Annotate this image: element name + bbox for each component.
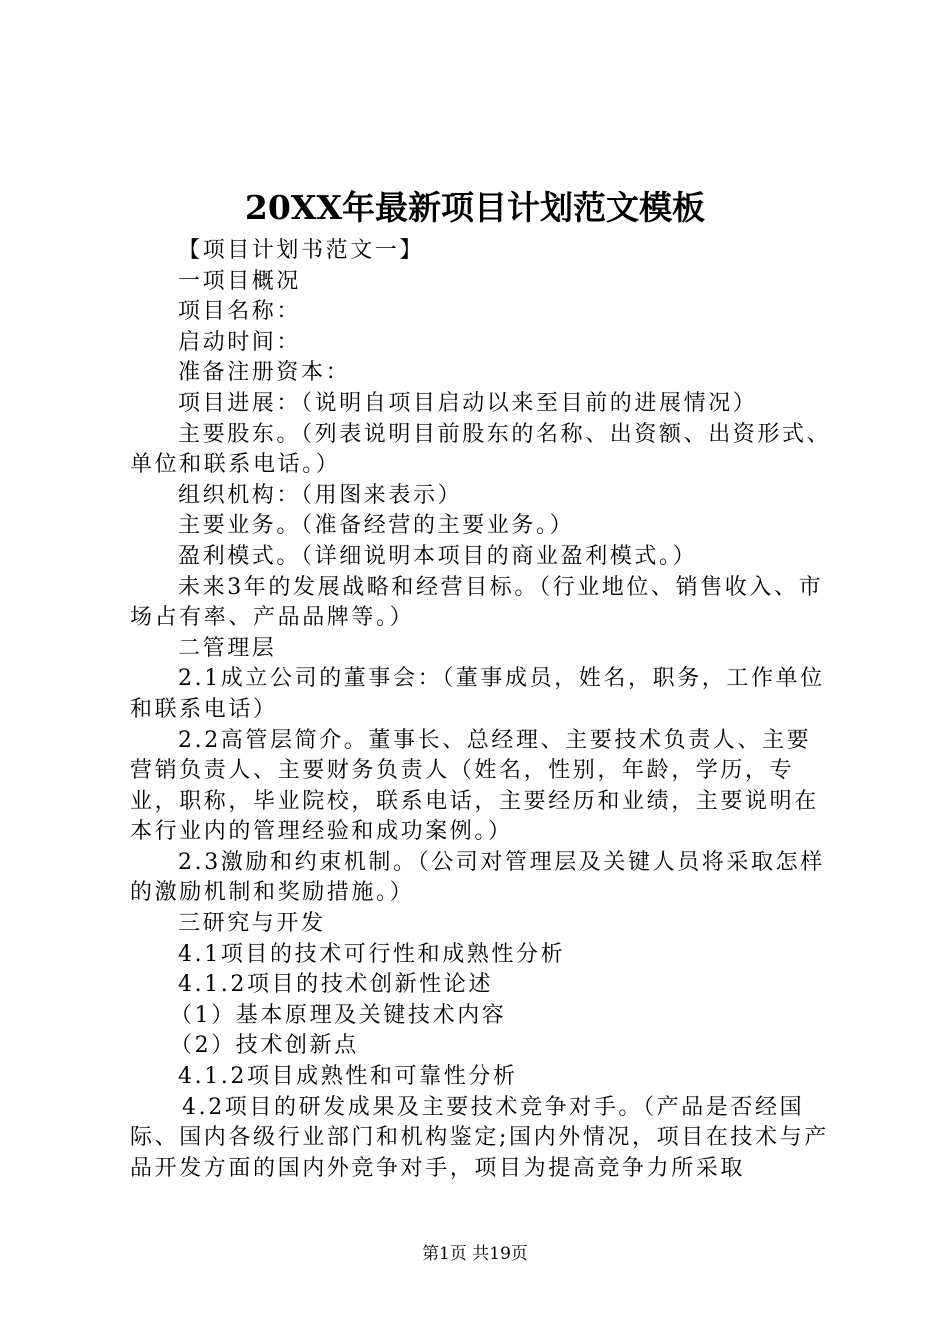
- page-footer: 第1页 共19页: [422, 1244, 528, 1264]
- paragraph: 2.2高管层简介。董事长、总经理、主要技术负责人、主要营销负责人、主要财务负责人（姓名，性别，年龄，学历，专业，职称，毕业院校，联系电话，主要经历和业绩，主要说明在本行业内的管理经验和成功案例。）: [130, 727, 819, 845]
- section-heading: 【项目计划书范文一】: [178, 238, 425, 263]
- paragraph: 4.1项目的技术可行性和成熟性分析: [178, 941, 566, 967]
- paragraph: 2.1成立公司的董事会：（董事成员，姓名，职务，工作单位和联系电话）: [130, 666, 825, 722]
- section-heading: 三研究与开发: [178, 911, 326, 937]
- paragraph: （1）基本原理及关键技术内容: [170, 1002, 507, 1028]
- paragraph: 主要业务。（准备经营的主要业务。）: [178, 513, 575, 539]
- paragraph: 启动时间：: [178, 329, 302, 355]
- paragraph: 盈利模式。（详细说明本项目的商业盈利模式。）: [178, 543, 698, 569]
- document-title: 20XX年最新项目计划范文模板: [244, 188, 706, 227]
- paragraph: 项目名称：: [178, 299, 302, 325]
- paragraph: 4.2项目的研发成果及主要技术竞争对手。（产品是否经国际、国内各级行业部门和机构鉴定;国内外情况，项目在技术与产品开发方面的国内外竞争对手，项目为提高竞争力所采取: [130, 1094, 829, 1181]
- paragraph: 4.1.2项目成熟性和可靠性分析: [178, 1064, 518, 1090]
- paragraph: 准备注册资本：: [178, 360, 351, 386]
- paragraph: （2）技术创新点: [170, 1033, 359, 1059]
- paragraph: 主要股东。（列表说明目前股东的名称、出资额、出资形式、单位和联系电话。）: [130, 421, 832, 478]
- document-body: [130, 236, 834, 1184]
- paragraph: 2.3激励和约束机制。（公司对管理层及关键人员将采取怎样的激励机制和奖励措施。）: [130, 849, 825, 906]
- section-heading: 二管理层: [178, 635, 277, 661]
- paragraph: 组织机构：（用图来表示）: [178, 482, 463, 508]
- paragraph: 未来3年的发展战略和经营目标。（行业地位、销售收入、市场占有率、产品品牌等。）: [130, 574, 824, 631]
- paragraph: 4.1.2项目的技术创新性论述: [178, 972, 493, 998]
- paragraph: 项目进展：（说明自项目启动以来至目前的进展情况）: [178, 390, 758, 416]
- section-heading: 一项目概况: [178, 268, 302, 294]
